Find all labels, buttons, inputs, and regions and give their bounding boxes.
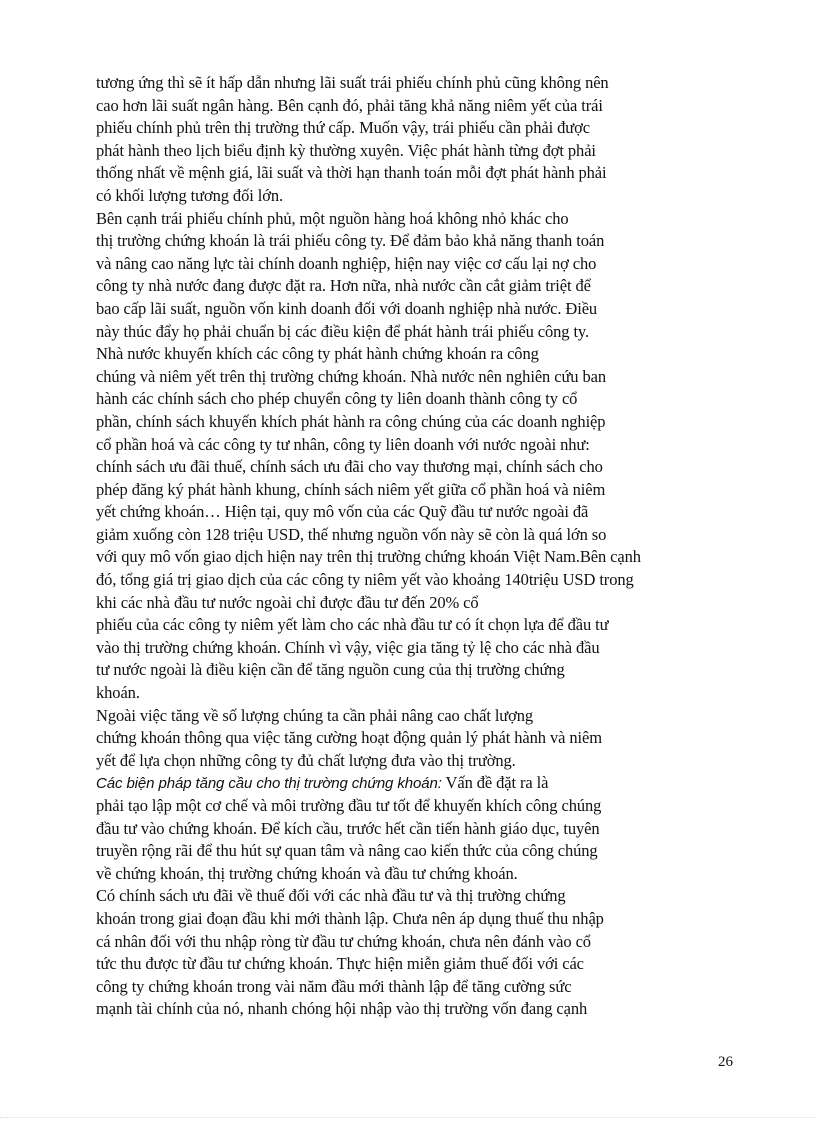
text-line: đó, tổng giá trị giao dịch của các công ty niêm yết vào khoảng 140triệu USD trong: [96, 570, 634, 590]
text-line: này thúc đẩy họ phải chuẩn bị các điều kiện để phát hành trái phiếu công ty.: [96, 321, 590, 341]
text-line: cá nhân đối với thu nhập ròng từ đầu tư chứng khoán, chưa nên đánh vào cổ: [96, 931, 591, 951]
text-line: Có chính sách ưu đãi về thuế đối với các nhà đầu tư và thị trường chứng: [96, 886, 566, 906]
text-line: Ngoài việc tăng về số lượng chúng ta cần phải nâng cao chất lượng: [96, 705, 534, 725]
text-line: phiếu của các công ty niêm yết làm cho các nhà đầu tư có ít chọn lựa để đầu tư: [96, 615, 609, 635]
text-line: giảm xuống còn 128 triệu USD, thế nhưng nguồn vốn này sẽ còn là quá lớn so: [96, 524, 607, 544]
text-line: với quy mô vốn giao dịch hiện nay trên thị trường chứng khoán Việt Nam.Bên cạnh: [96, 547, 641, 567]
text-line: Bên cạnh trái phiếu chính phủ, một nguồn hàng hoá không nhỏ khác cho: [96, 208, 569, 228]
text-line: cao hơn lãi suất ngân hàng. Bên cạnh đó, phải tăng khả năng niêm yết của trái: [96, 95, 603, 115]
text-line: và nâng cao năng lực tài chính doanh nghiệp, hiện nay việc cơ cấu lại nợ cho: [96, 253, 597, 273]
text-line: vào thị trường chứng khoán. Chính vì vậy, việc gia tăng tỷ lệ cho các nhà đầu: [96, 637, 600, 657]
text-line: mạnh tài chính của nó, nhanh chóng hội nhập vào thị trường vốn đang cạnh: [96, 999, 588, 1019]
text-line: yết để lựa chọn những công ty đủ chất lượng đưa vào thị trường.: [96, 750, 516, 770]
text-line: phát hành theo lịch biểu định kỳ thường xuyên. Việc phát hành từng đợt phải: [96, 140, 596, 160]
text-line: tức thu được từ đầu tư chứng khoán. Thực hiện miễn giảm thuế đối với các: [96, 954, 584, 974]
text-line: thống nhất về mệnh giá, lãi suất và thời hạn thanh toán mỗi đợt phát hành phải: [96, 163, 607, 183]
text-line: cổ phần hoá và các công ty tư nhân, công ty liên doanh với nước ngoài như:: [96, 434, 590, 454]
text-line: phần, chính sách khuyến khích phát hành ra công chúng của các doanh nghiệp: [96, 411, 606, 431]
text-line: đầu tư vào chứng khoán. Để kích cầu, trước hết cần tiến hành giáo dục, tuyên: [96, 818, 600, 838]
text-line: có khối lượng tương đối lớn.: [96, 185, 284, 205]
text-line: yết chứng khoán… Hiện tại, quy mô vốn của các Quỹ đầu tư nước ngoài đã: [96, 502, 589, 522]
section-heading-line: [96, 772, 736, 795]
text-line: tương ứng thì sẽ ít hấp dẫn nhưng lãi suất trái phiếu chính phủ cũng không nên: [96, 73, 609, 92]
text-line: truyền rộng rãi để thu hút sự quan tâm và nâng cao kiến thức của công chúng: [96, 841, 598, 861]
page-number: 26: [718, 1054, 733, 1070]
text-line: phép đăng ký phát hành khung, chính sách niêm yết giữa cổ phần hoá và niêm: [96, 479, 606, 499]
text-line: chúng và niêm yết trên thị trường chứng khoán. Nhà nước nên nghiên cứu ban: [96, 366, 606, 386]
text-line: bao cấp lãi suất, nguồn vốn kinh doanh đối với doanh nghiệp nhà nước. Điều: [96, 298, 598, 318]
text-line: tư nước ngoài là điều kiện cần để tăng nguồn cung của thị trường chứng: [96, 660, 565, 680]
text-line: công ty nhà nước đang được đặt ra. Hơn nữa, nhà nước cần cắt giảm triệt để: [96, 276, 591, 296]
text-line: khoán.: [96, 683, 140, 703]
page-bottom-divider: [0, 1117, 816, 1118]
text-line: chứng khoán thông qua việc tăng cường hoạt động quản lý phát hành và niêm: [96, 728, 602, 748]
text-line: khoán trong giai đoạn đầu khi mới thành lập. Chưa nên áp dụng thuế thu nhập: [96, 908, 604, 928]
text-line: về chứng khoán, thị trường chứng khoán và đầu tư chứng khoán.: [96, 863, 518, 883]
text-line: hành các chính sách cho phép chuyển công ty liên doanh thành công ty cổ: [96, 389, 578, 409]
text-line: phiếu chính phủ trên thị trường thứ cấp. Muốn vậy, trái phiếu cần phải được: [96, 118, 590, 138]
text-line: chính sách ưu đãi thuế, chính sách ưu đãi cho vay thương mại, chính sách cho: [96, 457, 603, 477]
text-line: phải tạo lập một cơ chế và môi trường đầu tư tốt để khuyến khích công chúng: [96, 796, 602, 815]
text-line: thị trường chứng khoán là trái phiếu công ty. Để đảm bảo khả năng thanh toán: [96, 231, 605, 251]
text-line: khi các nhà đầu tư nước ngoài chỉ được đầu tư đến 20% cổ: [96, 592, 479, 612]
text-line: công ty chứng khoán trong vài năm đầu mới thành lập để tăng cường sức: [96, 976, 572, 996]
text-line: Nhà nước khuyến khích các công ty phát hành chứng khoán ra công: [96, 344, 539, 364]
section-heading-continuation: Vấn đề đặt ra là: [441, 773, 549, 793]
body-text: [96, 72, 736, 1021]
section-heading: Các biện pháp tăng cầu cho thị trường chứng khoán:: [96, 775, 442, 793]
